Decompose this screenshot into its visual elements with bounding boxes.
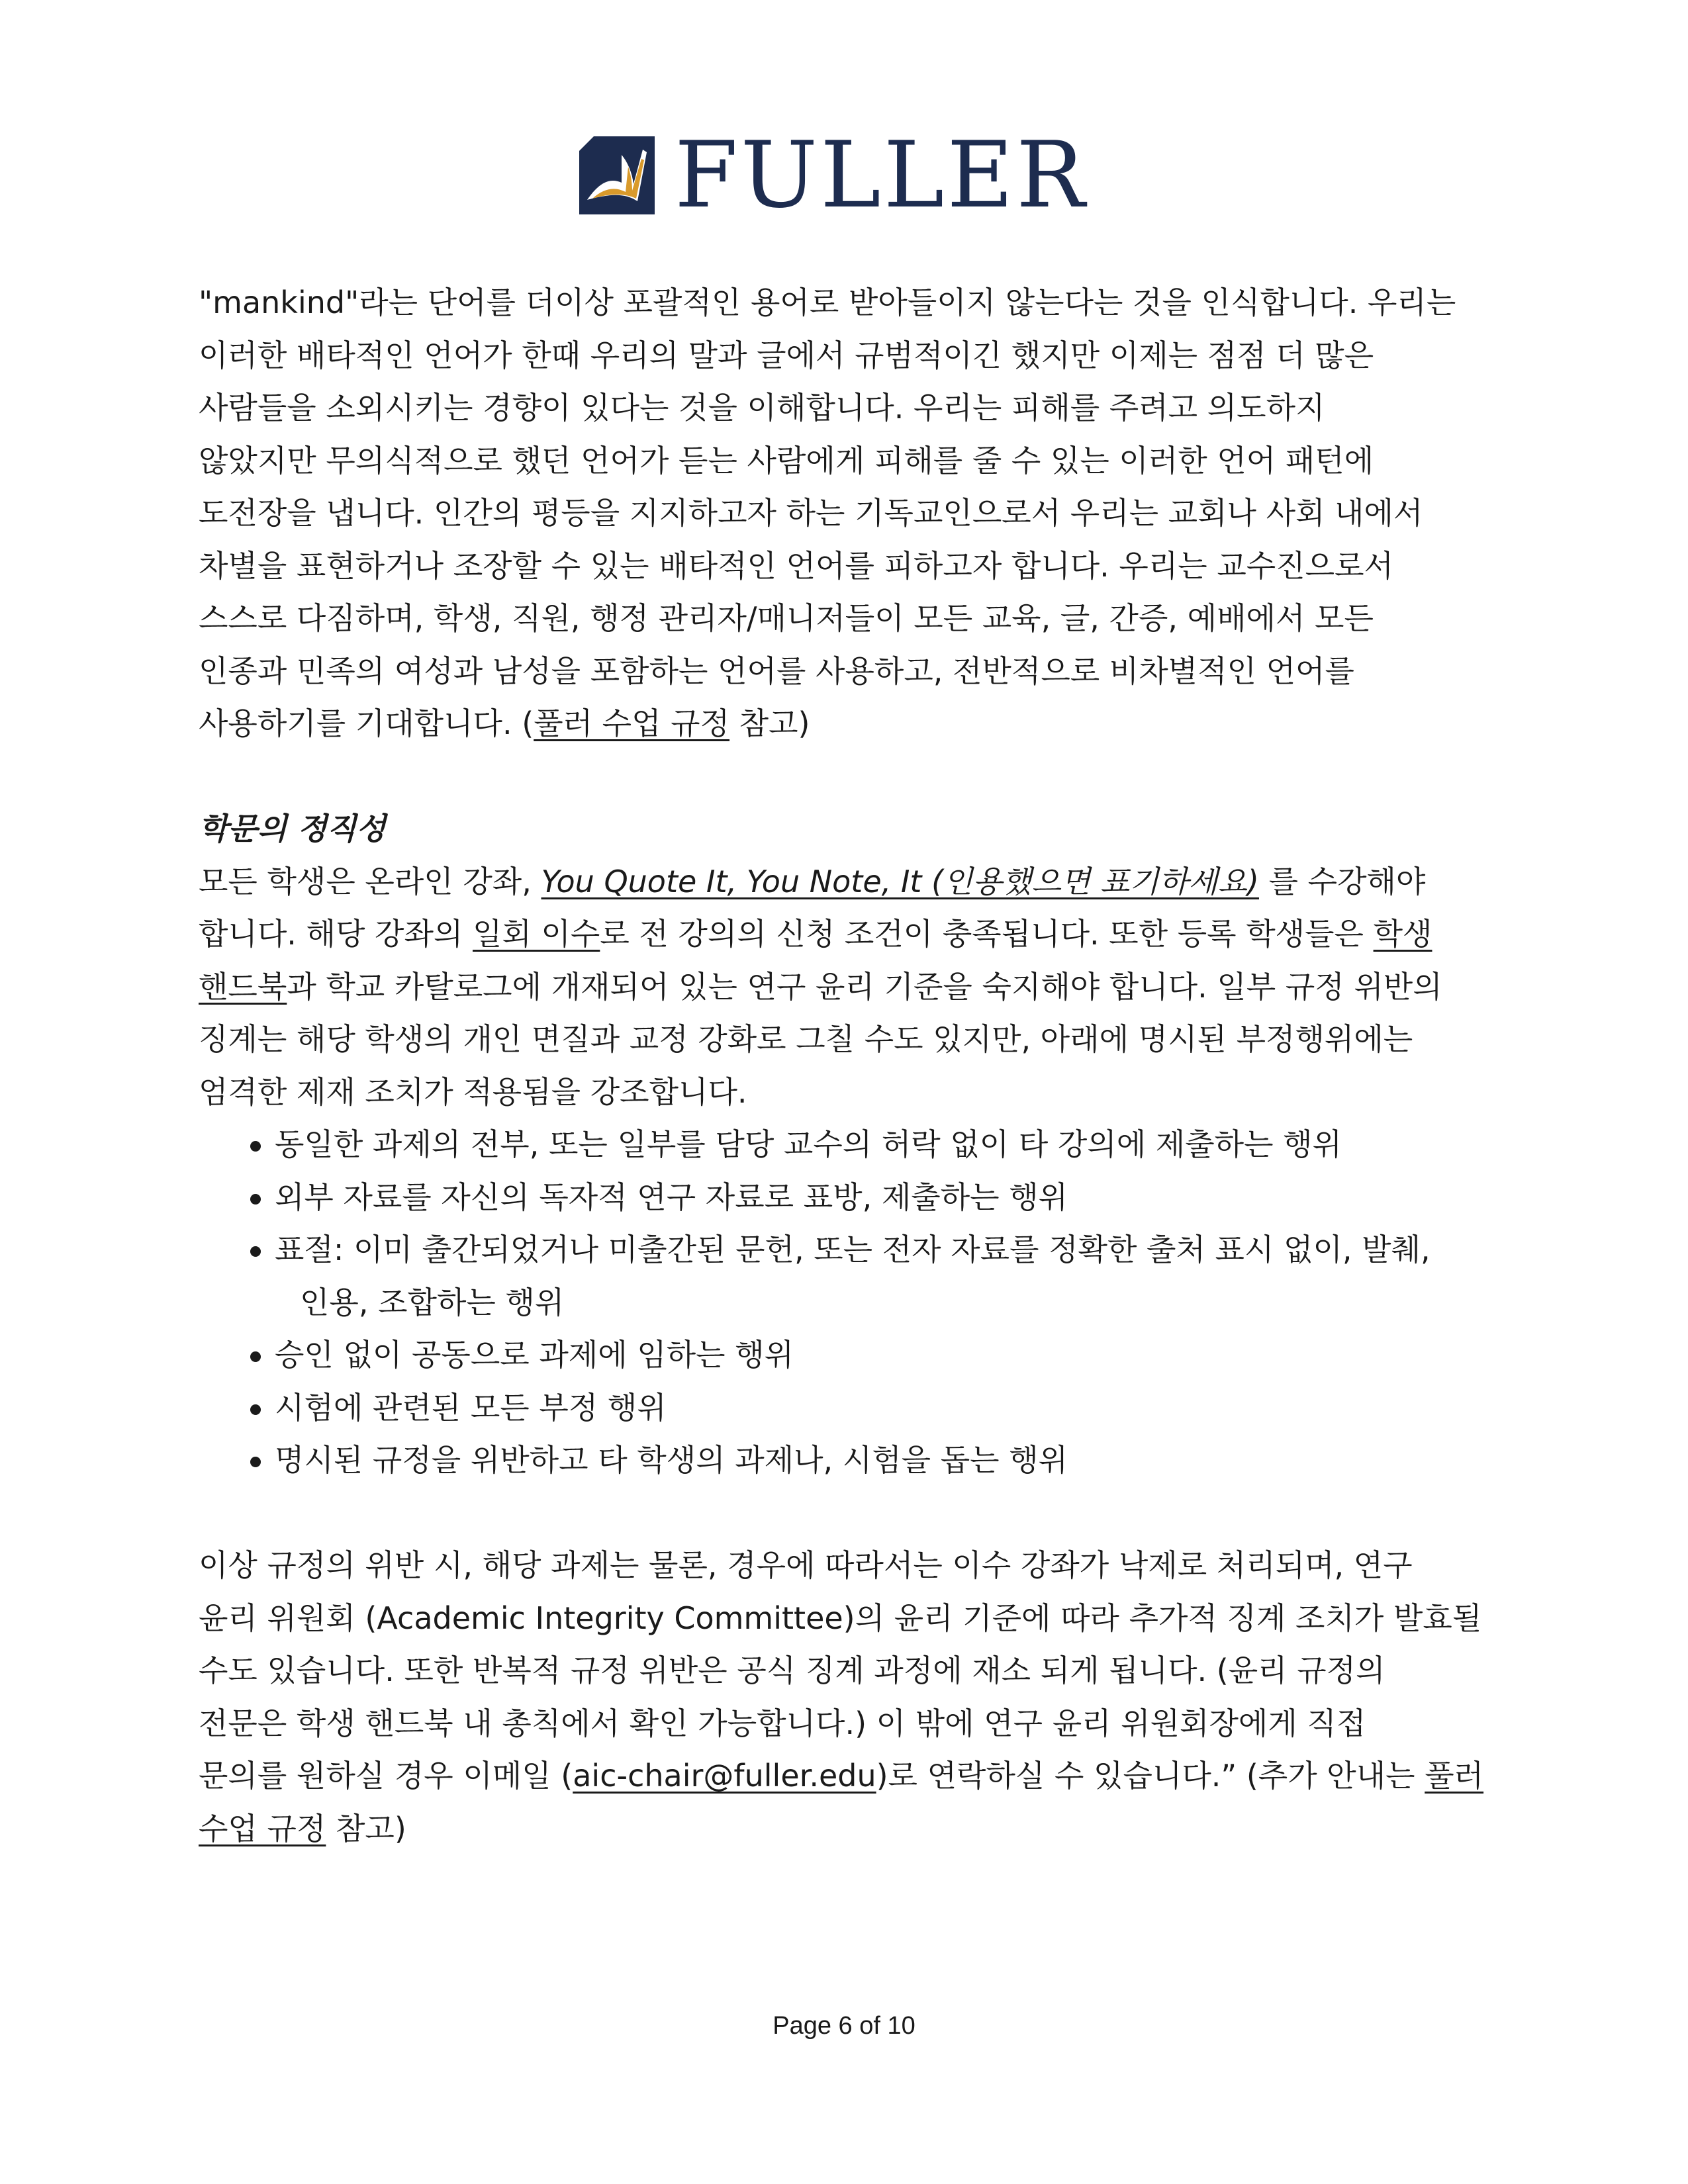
paragraph-line: 수도 있습니다. 또한 반복적 규정 위반은 공식 징계 과정에 재소 되게 됩니다. (윤리 규정의: [199, 1653, 1385, 1688]
paragraph-line: 인종과 민족의 여성과 남성을 포함하는 언어를 사용하고, 전반적으로 비차별적인 언어를: [199, 653, 1354, 689]
text-run: 를 수강해야: [1258, 863, 1426, 899]
paragraph-line: 도전장을 냅니다. 인간의 평등을 지지하고자 하는 기독교인으로서 우리는 교회나 사회 내에서: [199, 495, 1423, 531]
text-run: 합니다. 해당 강좌의: [199, 916, 473, 952]
academic-integrity-section: [199, 803, 1496, 1487]
text-run: 과 학교 카탈로그에 개재되어 있는 연구 윤리 기준을 숙지해야 합니다. 일부 규정 위반의: [287, 968, 1442, 1005]
list-item-text: 동일한 과제의 전부, 또는 일부를 담당 교수의 허락 없이 타 강의에 제출하는 행위: [275, 1126, 1342, 1162]
list-item: [199, 1434, 1496, 1487]
list-item: [199, 1171, 1496, 1224]
student-handbook-link[interactable]: 핸드북: [199, 968, 287, 1005]
text-run: 참고): [326, 1810, 406, 1846]
student-handbook-link[interactable]: 학생: [1373, 916, 1432, 952]
paragraph-line: [199, 961, 1496, 1014]
document-body: [199, 277, 1496, 1855]
paragraph-line: 사람들을 소외시키는 경향이 있다는 것을 이해합니다. 우리는 피해를 주려고 의도하지: [199, 390, 1325, 426]
list-item: [199, 1382, 1496, 1435]
email-link[interactable]: aic-chair@fuller.edu: [573, 1758, 876, 1794]
list-item-text: 외부 자료를 자신의 독자적 연구 자료로 표방, 제출하는 행위: [275, 1179, 1068, 1215]
course-link[interactable]: You Quote It, You Note, It (인용했으면 표기하세요): [541, 863, 1259, 899]
text-run: 모든 학생은 온라인 강좌,: [199, 863, 541, 899]
list-item-continuation: 인용, 조합하는 행위: [300, 1284, 565, 1320]
paragraph-line: 스스로 다짐하며, 학생, 직원, 행정 관리자/매니저들이 모든 교육, 글, 간증, 예배에서 모든: [199, 600, 1374, 636]
list-item: [199, 1224, 1496, 1329]
paragraph-line: 이상 규정의 위반 시, 해당 과제는 물론, 경우에 따라서는 이수 강좌가 낙제로 처리되며, 연구: [199, 1547, 1413, 1583]
list-item: [199, 1118, 1496, 1171]
inclusive-language-paragraph: [199, 277, 1496, 751]
fuller-class-policy-link[interactable]: 수업 규정: [199, 1810, 326, 1846]
text-run: 로 전 강의의 신청 조건이 충족됩니다. 또한 등록 학생들은: [600, 916, 1374, 952]
paragraph-line: [199, 856, 1496, 909]
fuller-wordmark: FULLER: [675, 122, 1088, 228]
violation-consequences-paragraph: [199, 1539, 1496, 1855]
list-item: [199, 1329, 1496, 1382]
violation-list: [199, 1118, 1496, 1487]
paragraph-line: 윤리 위원회 (Academic Integrity Committee)의 윤리 기준에 따라 추가적 징계 조치가 발효될: [199, 1600, 1482, 1636]
paragraph-line: 징계는 해당 학생의 개인 면질과 교정 강화로 그칠 수도 있지만, 아래에 명시된 부정행위에는: [199, 1021, 1413, 1057]
spacer: [199, 751, 1496, 803]
text-run: 사용하기를 기대합니다. (: [199, 705, 534, 741]
list-item-text: 시험에 관련된 모든 부정 행위: [275, 1389, 667, 1426]
list-item-text: 명시된 규정을 위반하고 타 학생의 과제나, 시험을 돕는 행위: [275, 1442, 1068, 1478]
list-item-text: 승인 없이 공동으로 과제에 임하는 행위: [275, 1337, 794, 1373]
paragraph-line: 엄격한 제재 조치가 적용됨을 강조합니다.: [199, 1073, 747, 1110]
paragraph-line: [199, 1750, 1496, 1803]
one-time-completion-link[interactable]: 일회 이수: [472, 916, 600, 952]
text-run: )로 연락하실 수 있습니다.” (추가 안내는: [876, 1758, 1425, 1794]
fuller-book-mark-icon: [579, 136, 655, 214]
section-heading: 학문의 정직성: [199, 811, 386, 846]
paragraph-line: 않았지만 무의식적으로 했던 언어가 듣는 사람에게 피해를 줄 수 있는 이러한 언어 패턴에: [199, 442, 1374, 478]
fuller-logo: [579, 122, 1109, 228]
page-number: Page 6 of 10: [773, 2012, 915, 2040]
text-run: 문의를 원하실 경우 이메일 (: [199, 1758, 573, 1794]
fuller-class-policy-link[interactable]: 풀러: [1425, 1758, 1484, 1794]
paragraph-line: 이러한 배타적인 언어가 한때 우리의 말과 글에서 규범적이긴 했지만 이제는 점점 더 많은: [199, 337, 1374, 373]
spacer: [199, 1487, 1496, 1540]
paragraph-line: [199, 1803, 1496, 1856]
paragraph-line: [199, 908, 1496, 961]
text-run: 참고): [729, 705, 810, 741]
list-item-text: 표절: 이미 출간되었거나 미출간된 문헌, 또는 전자 자료를 정확한 출처 표시 없이, 발췌,: [275, 1232, 1430, 1267]
fuller-class-policy-link[interactable]: 풀러 수업 규정: [534, 705, 730, 741]
paragraph-line: 전문은 학생 핸드북 내 총칙에서 확인 가능합니다.) 이 밖에 연구 윤리 위원회장에게 직접: [199, 1705, 1366, 1741]
paragraph-line: 차별을 표현하거나 조장할 수 있는 배타적인 언어를 피하고자 합니다. 우리는 교수진으로서: [199, 547, 1393, 584]
paragraph-line: "mankind"라는 단어를 더이상 포괄적인 용어로 받아들이지 않는다는 것을 인식합니다. 우리는: [199, 285, 1456, 320]
paragraph-line: [199, 698, 1496, 751]
